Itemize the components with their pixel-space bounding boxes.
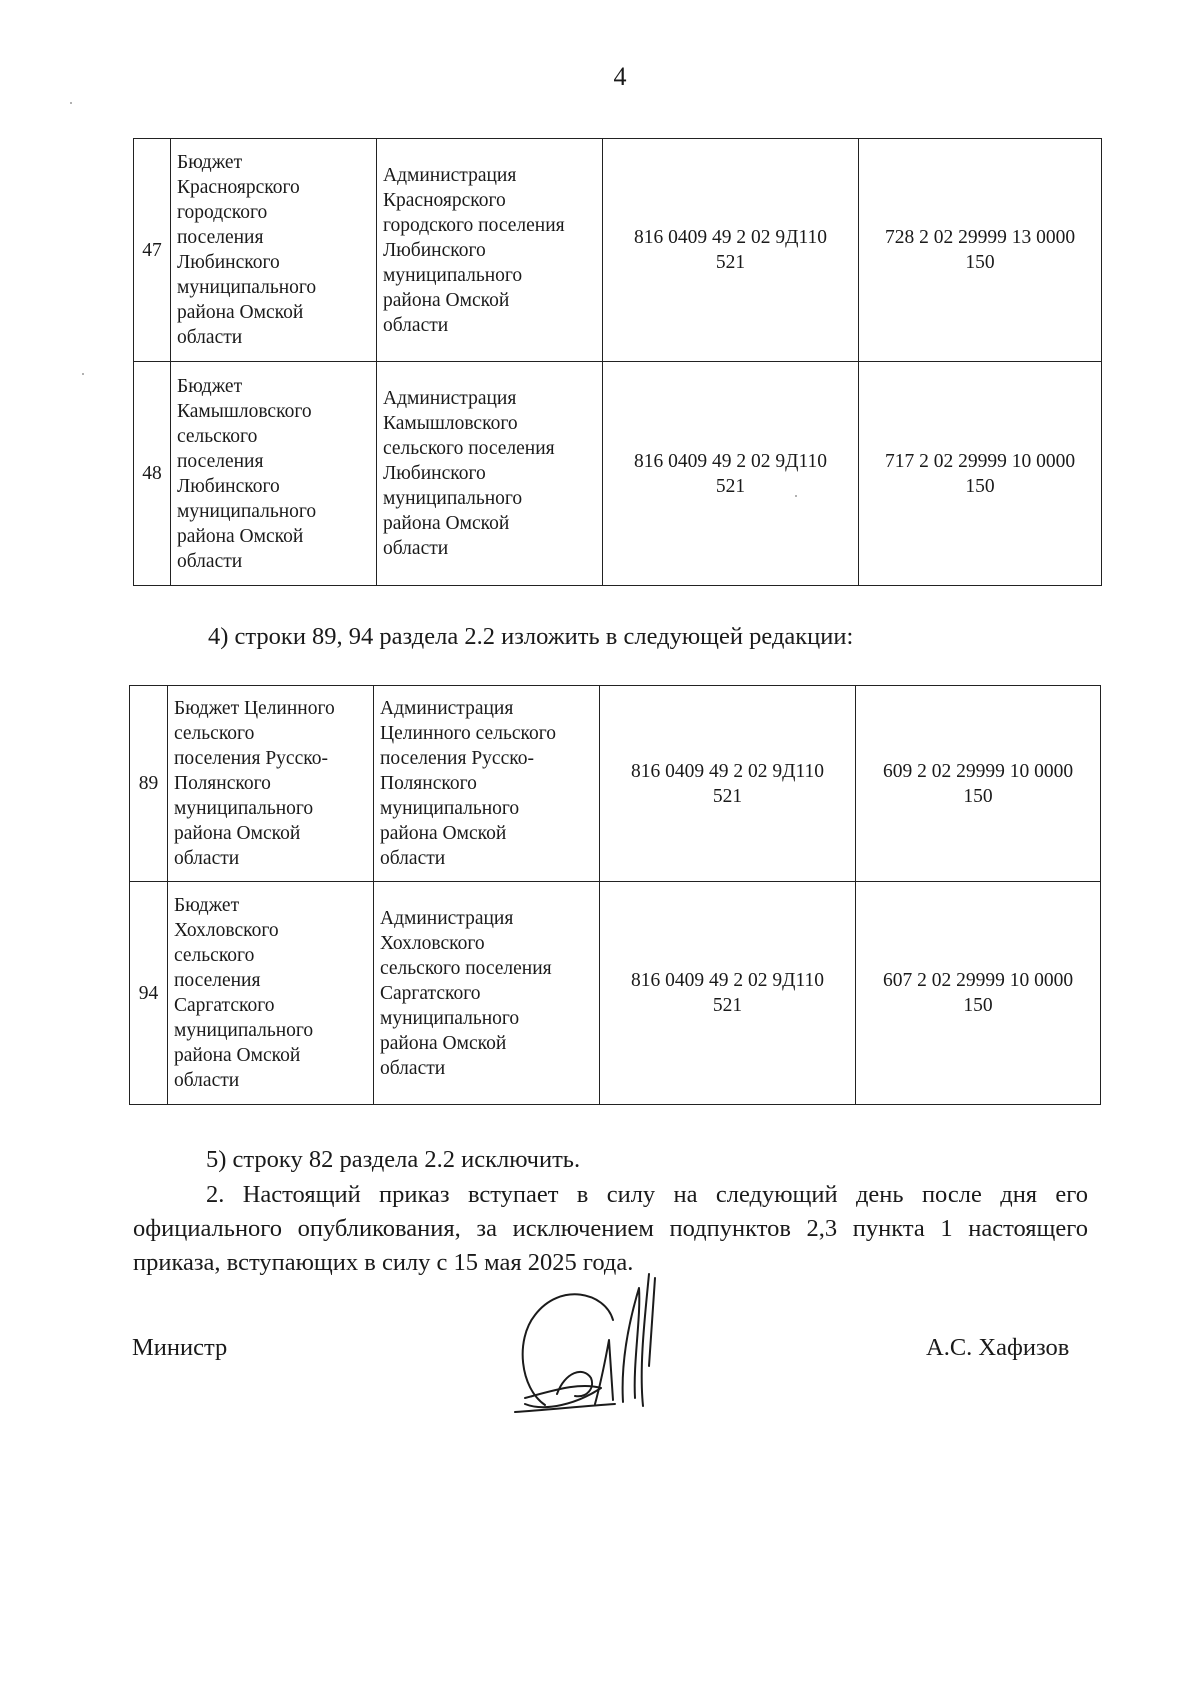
administration-cell [377, 362, 603, 586]
budget-name-cell [168, 882, 374, 1105]
budget-table-bottom [129, 685, 1101, 1105]
expense-code: 816 0409 49 2 02 9Д110 521 [631, 760, 824, 807]
administration-cell [374, 882, 600, 1105]
scan-speck [82, 373, 84, 375]
administration-cell [377, 139, 603, 362]
table-row [134, 139, 1102, 362]
budget-name: Бюджет Камышловского сельского поселения Любинского муниципального района Омской области [177, 375, 317, 572]
administration-name: Администрация Камышловского сельского поселения Любинского муниципального района Омской области [383, 388, 555, 559]
budget-name-cell [171, 362, 377, 586]
expense-code-cell [600, 686, 856, 882]
paragraph-5: 5) строку 82 раздела 2.2 исключить. [206, 1146, 581, 1173]
budget-name-cell [168, 686, 374, 882]
row-number: 94 [130, 882, 168, 1105]
signatory-position: Министр [132, 1334, 228, 1361]
revenue-code: 607 2 02 29999 10 0000 150 [882, 970, 1074, 1016]
expense-code-cell [603, 362, 859, 586]
signatory-name: А.С. Хафизов [926, 1334, 1070, 1361]
row-number: 48 [134, 362, 171, 586]
budget-name: Бюджет Хохловского сельского поселения Саргатского муниципального района Омской области [174, 895, 314, 1091]
revenue-code: 609 2 02 29999 10 0000 150 [882, 760, 1074, 807]
signature-image [505, 1270, 705, 1420]
row-number: 89 [130, 686, 168, 882]
expense-code-cell [600, 882, 856, 1105]
budget-table-top [133, 138, 1102, 586]
paragraph-effective-date: 2. Настоящий приказ вступает в силу на следующий день после дня его официального опубликования, за исключением подпунктов 2,3 пункта 1 настоящего приказа, вступающих в силу с 15 мая 2025 года. [133, 1181, 1088, 1276]
row-number: 47 [134, 139, 171, 362]
expense-code: 816 0409 49 2 02 9Д110 521 [631, 970, 824, 1016]
administration-name: Администрация Красноярского городского поселения Любинского муниципального района Омской области [383, 164, 565, 336]
table-row [130, 686, 1101, 882]
revenue-code-cell [856, 686, 1101, 882]
scan-speck [70, 102, 72, 104]
budget-name: Бюджет Целинного сельского поселения Русско- Полянского муниципального района Омской области [174, 698, 335, 869]
table-row [134, 362, 1102, 586]
budget-name: Бюджет Красноярского городского поселения Любинского муниципального района Омской области [177, 152, 317, 348]
expense-code-cell [603, 139, 859, 362]
table-row [130, 882, 1101, 1105]
revenue-code-cell [859, 362, 1102, 586]
revenue-code: 728 2 02 29999 13 0000 150 [884, 227, 1076, 273]
administration-cell [374, 686, 600, 882]
revenue-code: 717 2 02 29999 10 0000 150 [884, 450, 1076, 497]
paragraph-4: 4) строки 89, 94 раздела 2.2 изложить в следующей редакции: [208, 623, 854, 650]
expense-code: 816 0409 49 2 02 9Д110 521 [634, 450, 827, 497]
revenue-code-cell [859, 139, 1102, 362]
revenue-code-cell [856, 882, 1101, 1105]
budget-name-cell [171, 139, 377, 362]
expense-code: 816 0409 49 2 02 9Д110 521 [634, 227, 827, 273]
scan-speck [795, 495, 797, 497]
page-number: 4 [613, 62, 627, 91]
administration-name: Администрация Целинного сельского поселения Русско- Полянского муниципального района Омской области [380, 698, 556, 869]
administration-name: Администрация Хохловского сельского поселения Саргатского муниципального района Омской области [380, 907, 552, 1079]
